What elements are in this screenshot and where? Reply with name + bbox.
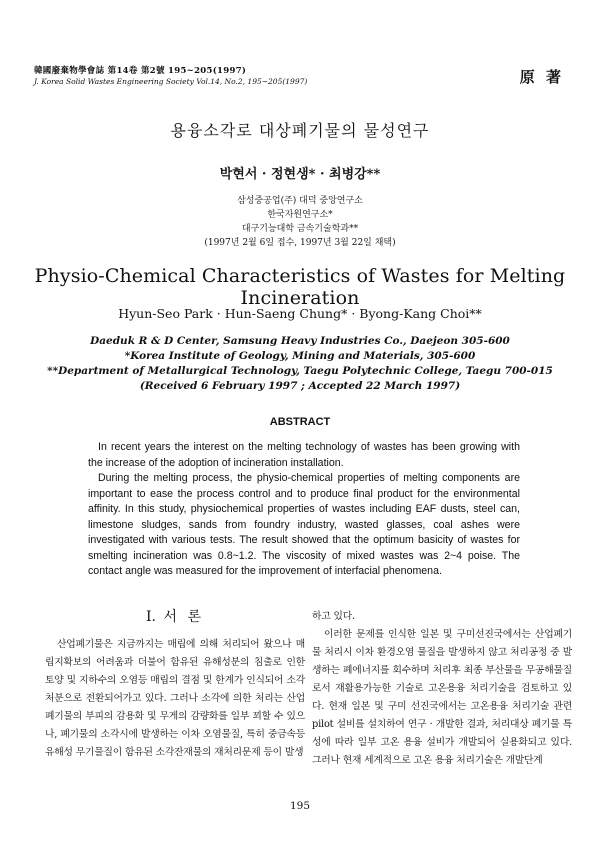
abstract-paragraph: In recent years the interest on the melting technology of wastes has been growing with the increase of the adoption of incineration installation. bbox=[88, 441, 520, 469]
affiliations-english bbox=[0, 334, 600, 394]
abstract-heading: ABSTRACT bbox=[269, 416, 331, 428]
title-korean: 용융소각로 대상폐기물의 물성연구 bbox=[170, 121, 430, 140]
affiliation-line: 한국자원연구소* bbox=[267, 210, 333, 220]
affiliation-line: *Korea Institute of Geology, Mining and Materials, 305-600 bbox=[124, 350, 476, 362]
page-number: 195 bbox=[289, 800, 311, 812]
section-heading bbox=[45, 608, 305, 626]
section-title: 서 론 bbox=[163, 609, 204, 625]
body-column-right bbox=[312, 608, 572, 770]
journal-citation-korean: 韓國廢棄物學會誌 第14卷 第2號 195~205(1997) bbox=[34, 66, 247, 76]
affiliation-line: Daeduk R & D Center, Samsung Heavy Industries Co., Daejeon 305-600 bbox=[90, 335, 510, 347]
authors-english: Hyun-Seo Park · Hun-Saeng Chung* · Byong-Kang Choi** bbox=[118, 306, 482, 321]
affiliation-line: 대구기능대학 금속기술학과** bbox=[241, 224, 359, 234]
section-number: I. bbox=[146, 609, 157, 625]
affiliation-line: **Department of Metallurgical Technology, Taegu Polytechnic College, Taegu 700-015 bbox=[47, 365, 553, 377]
affiliations-korean bbox=[0, 194, 600, 250]
abstract-paragraph: During the melting process, the physio-chemical properties of melting components are important to ease the process control and to produce final product for the environmental affinity. In this study, physiochemical properties of wastes including EAF dusts, steel can, limestone sludges, sands from foundry industry, wasted glasses, coal ashes were investigated with various tests. The result showed that the optimum basicity of wastes for smelting incineration was 0.8~1.2. The viscosity of mixed wastes was 2~4 poise. The contact angle was measured for the improvement of interfacial phenomena. bbox=[88, 472, 520, 577]
article-type-badge: 原 著 bbox=[519, 68, 564, 86]
journal-citation-english: J. Korea Solid Wastes Engineering Society Vol.14, No.2, 195~205(1997) bbox=[34, 77, 308, 86]
abstract-body bbox=[88, 440, 520, 580]
body-paragraph: 이러한 문제를 인식한 일본 및 구미선진국에서는 산업폐기물 처리시 이차 환경오염 물질을 발생하지 않고 처리공정 중 발생하는 폐에너지를 회수하며 처리후 최종 부산물을 무공해물질로서 재활용가능한 기술로 고온용융 처리기술을 검토하고 있다. 현재 일본 및 구미 선진국에서는 고온용융 처리기술 관련 pilot 설비를 설치하여 연구 · 개발한 결과, 처리대상 폐기물 특성에 따라 일부 고온 용융 설비가 개발되어 실용화되고 있다. 그러나 현재 세계적으로 고온 용융 처리기술은 개발단계 bbox=[312, 629, 572, 766]
received-date-english: (Received 6 February 1997 ; Accepted 22 March 1997) bbox=[139, 380, 461, 392]
journal-header bbox=[34, 66, 454, 87]
body-paragraph-continued: 하고 있다. bbox=[312, 611, 355, 622]
body-column-left bbox=[45, 608, 305, 762]
title-english: Physio-Chemical Characteristics of Wastes for Melting Incineration bbox=[34, 265, 566, 309]
body-paragraph: 산업폐기물은 지금까지는 매립에 의해 처리되어 왔으나 매립지확보의 어려움과 더불어 함유된 유해성분의 침출로 인한 토양 및 지하수의 오염등 매립의 결점 및 한계가 인식되어 소각처분으로 전환되어가고 있다. 그러나 소각에 의한 처리는 산업폐기물의 부피의 감용화 및 무게의 감량화를 일부 꾀할 수 있으나, 폐기물의 소각시에 발생하는 이차 오염물질, 특히 중금속등 유해성 무기물질이 함유된 소각잔재물의 재처리문제 등이 발생 bbox=[45, 639, 305, 758]
affiliation-line: 삼성중공업(주) 대덕 중앙연구소 bbox=[237, 196, 363, 206]
received-date-korean: (1997년 2월 6일 접수, 1997년 3월 22일 채택) bbox=[204, 238, 396, 248]
authors-korean: 박현서 · 정현생* · 최병강** bbox=[219, 167, 381, 182]
